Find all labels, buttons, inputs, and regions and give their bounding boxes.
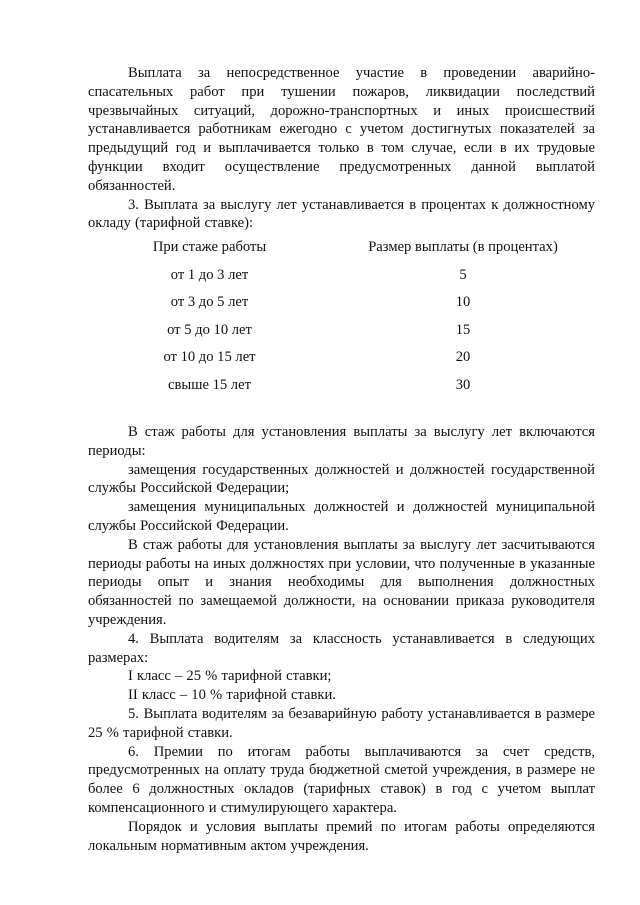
table-cell-experience: от 1 до 3 лет [170, 266, 249, 283]
table-cell-amount: 5 [459, 266, 467, 283]
paragraph-seniority-payment: 3. Выплата за выслугу лет устанавливается в процентах к должностному окладу (тарифной ставке): [88, 196, 595, 232]
paragraph-emergency-payment: Выплата за непосредственное участие в проведении аварийно-спасательных работ при тушении пожаров, ликвидации последствий чрезвычайных ситуаций, дорожно-транспортных и иных происшествий устанавливается работникам ежегодно с учетом достигнутых показателей за предыдущий год и выплачивается только в том случае, если в их трудовые функции входит осуществление предусмотренных данной выплатой обязанностей. [88, 65, 595, 194]
table-cell-amount: 30 [455, 376, 471, 393]
paragraph-accident-free-payment: 5. Выплата водителям за безаварийную работу устанавливается в размере 25 % тарифной ставки. [88, 705, 595, 741]
paragraph-bonus-procedure: Порядок и условия выплаты премий по итогам работы определяются локальным нормативным актом учреждения. [88, 818, 595, 854]
seniority-table [88, 238, 595, 403]
table-cell-experience: от 3 до 5 лет [170, 294, 249, 310]
text-block-bottom [88, 423, 595, 855]
paragraph-other-positions: В стаж работы для установления выплаты за выслугу лет засчитываются периоды работы на иных должностях при условии, что полученные в указанные периоды опыт и знания необходимы для выполнения должностных обязанностей по замещаемой должности, на основании приказа руководителя учреждения. [88, 536, 595, 628]
table-cell-amount: 15 [455, 321, 471, 338]
paragraph-bonuses: 6. Премии по итогам работы выплачиваются за счет средств, предусмотренных на оплату труда бюджетной сметой учреждения, в размере не более 6 должностных окладов (тарифных ставок) в год с учетом выплат компенсационного и стимулирующего характера. [88, 743, 595, 816]
table-row [88, 376, 595, 404]
text-block-top [88, 64, 595, 233]
table-cell-experience: от 10 до 15 лет [163, 349, 256, 365]
table-cell-experience: свыше 15 лет [168, 376, 251, 393]
paragraph-driver-class-payment: 4. Выплата водителям за классность устанавливается в следующих размерах: [88, 630, 595, 666]
table-row [88, 321, 595, 349]
paragraph-state-positions: замещения государственных должностей и должностей государственной службы Российской Федерации; [88, 461, 595, 497]
table-cell-amount: 20 [455, 349, 471, 365]
paragraph-class-one: I класс – 25 % тарифной ставки; [128, 668, 332, 685]
table-header-amount: Размер выплаты (в процентах) [368, 239, 558, 255]
paragraph-class-two: II класс – 10 % тарифной ставки. [128, 687, 336, 704]
table-row [88, 348, 595, 376]
table-row [88, 266, 595, 294]
table-cell-amount: 10 [455, 294, 471, 310]
table-header-experience: При стаже работы [152, 239, 267, 255]
paragraph-municipal-positions: замещения муниципальных должностей и должностей муниципальной службы Российской Федерации. [88, 499, 595, 534]
table-header-row [88, 238, 595, 266]
table-cell-experience: от 5 до 10 лет [167, 321, 252, 338]
table-row [88, 293, 595, 321]
paragraph-seniority-periods: В стаж работы для установления выплаты за выслугу лет включаются периоды: [88, 424, 595, 459]
